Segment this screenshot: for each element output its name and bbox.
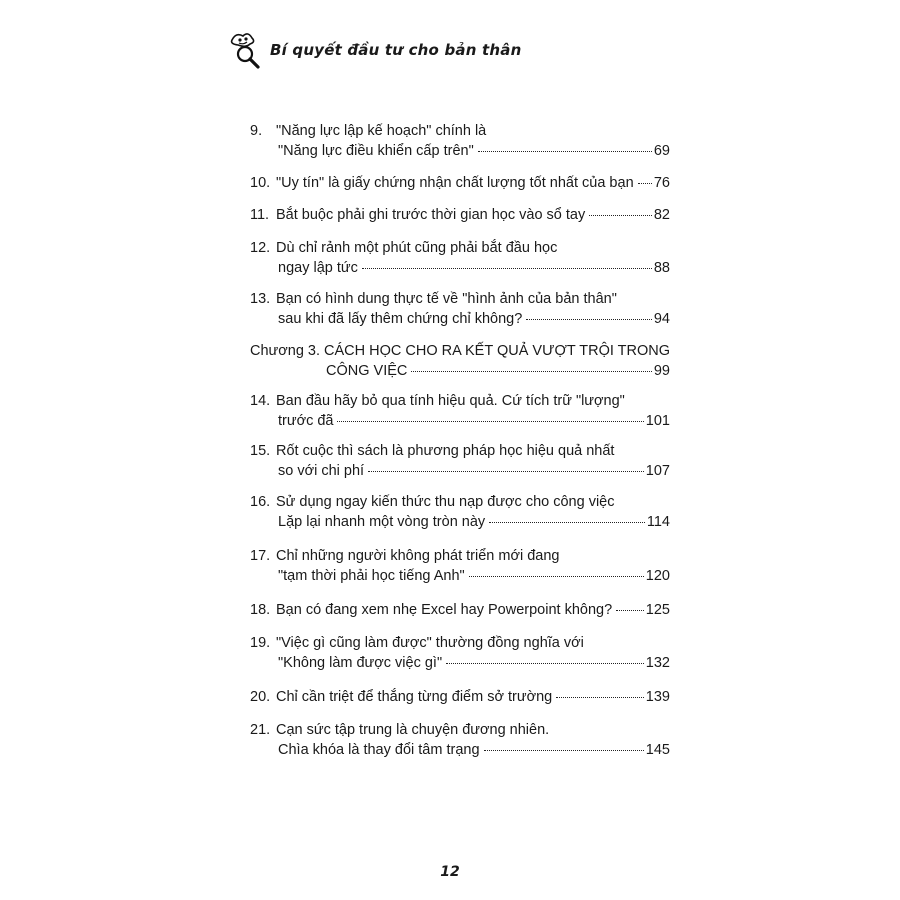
toc-page-number: 101 — [645, 413, 670, 429]
toc-page-number: 76 — [653, 175, 670, 191]
toc-line — [250, 461, 670, 481]
toc-line — [250, 238, 670, 258]
toc-entry — [250, 289, 670, 329]
toc-entry — [250, 600, 670, 620]
toc-entry — [250, 492, 670, 532]
dot-leader — [337, 421, 643, 422]
toc-line — [250, 141, 670, 161]
toc-entry-number: 21. — [250, 722, 271, 738]
toc-entry-title: "Năng lực lập kế hoạch" chính là — [276, 123, 487, 139]
toc-entry — [250, 205, 670, 225]
toc-entry-number: 11. — [250, 207, 270, 223]
dot-leader — [478, 151, 652, 152]
dot-leader — [411, 371, 651, 372]
toc-entry-title: Bạn có đang xem nhẹ Excel hay Powerpoint không? — [276, 602, 613, 618]
toc-line — [250, 492, 670, 512]
dot-leader — [638, 183, 652, 184]
toc-entry-number: 15. — [250, 443, 271, 459]
toc-entry-title: Lặp lại nhanh một vòng tròn này — [278, 514, 486, 530]
toc-page-number: 82 — [653, 207, 670, 223]
toc-line — [250, 740, 670, 760]
toc-line — [250, 566, 670, 586]
toc-entry — [250, 121, 670, 161]
toc-page-number: 99 — [653, 363, 670, 379]
toc-line — [250, 720, 670, 740]
book-title: Bí quyết đầu tư cho bản thân — [270, 41, 522, 59]
toc-entry-title: Rốt cuộc thì sách là phương pháp học hiệu quả nhất — [276, 443, 615, 459]
toc-line — [250, 653, 670, 673]
page-number: 12 — [440, 864, 460, 880]
toc-line — [250, 600, 670, 620]
toc-entry-number: 18. — [250, 602, 271, 618]
toc-entry-number: 19. — [250, 635, 271, 651]
dot-leader — [556, 697, 644, 698]
toc-line — [250, 205, 670, 225]
toc-page-number: 139 — [645, 689, 670, 705]
toc-entry-title: sau khi đã lấy thêm chứng chỉ không? — [278, 311, 523, 327]
toc-entry-title: so với chi phí — [278, 463, 365, 479]
toc-line — [250, 411, 670, 431]
toc-entry-number: 12. — [250, 240, 271, 256]
toc-page-number: 125 — [645, 602, 670, 618]
toc-entry-title: Sử dụng ngay kiến thức thu nạp được cho công việc — [276, 494, 615, 510]
toc-line — [250, 361, 670, 381]
toc-page-number: 69 — [653, 143, 670, 159]
toc-entry — [250, 687, 670, 707]
toc-page-number: 94 — [653, 311, 670, 327]
dot-leader — [616, 610, 644, 611]
dot-leader — [446, 663, 644, 664]
toc-line — [250, 687, 670, 707]
toc-line — [250, 121, 670, 141]
dot-leader — [469, 576, 644, 577]
toc-entry-title: "Năng lực điều khiển cấp trên" — [278, 143, 474, 159]
dot-leader — [489, 522, 645, 523]
toc-entry-title: Chìa khóa là thay đổi tâm trạng — [278, 742, 480, 758]
magnifier-mascot-icon — [228, 30, 262, 70]
toc-entry-number: 14. — [250, 393, 271, 409]
toc-page-number: 120 — [645, 568, 670, 584]
toc-entry-title: CÔNG VIỆC — [326, 363, 408, 379]
toc-entry-title: Bạn có hình dung thực tế về "hình ảnh của bản thân" — [276, 291, 617, 307]
toc-page-number: 132 — [645, 655, 670, 671]
toc-entry-number: 20. — [250, 689, 271, 705]
dot-leader — [362, 268, 652, 269]
toc-entry-number: 9. — [250, 123, 263, 139]
toc-line — [250, 258, 670, 278]
toc-entry-number: 13. — [250, 291, 271, 307]
dot-leader — [526, 319, 652, 320]
dot-leader — [589, 215, 652, 216]
toc-entry — [250, 720, 670, 760]
toc-line — [250, 546, 670, 566]
toc-line — [250, 341, 670, 361]
toc-page-number: 145 — [645, 742, 670, 758]
toc-line — [250, 309, 670, 329]
toc-line — [250, 173, 670, 193]
toc-entry-number: 10. — [250, 175, 271, 191]
toc-entry-title: ngay lập tức — [278, 260, 358, 276]
toc-entry-number: 16. — [250, 494, 271, 510]
toc-entry — [250, 633, 670, 673]
toc-line — [250, 289, 670, 309]
toc-entry-title: Chỉ cần triệt để thắng từng điểm sở trường — [276, 689, 553, 705]
toc-entry-title: trước đã — [278, 413, 334, 429]
toc-chapter-heading — [250, 341, 670, 381]
toc-page-number: 88 — [653, 260, 670, 276]
toc-page-number: 114 — [646, 514, 670, 530]
running-header — [228, 30, 522, 70]
toc-entry — [250, 441, 670, 481]
toc-entry-title: "Không làm được việc gì" — [278, 655, 443, 671]
toc-line — [250, 633, 670, 653]
toc-entry-title: "tạm thời phải học tiếng Anh" — [278, 568, 465, 584]
toc-entry-title: Dù chỉ rảnh một phút cũng phải bắt đầu học — [276, 240, 558, 256]
toc-entry-title: Cạn sức tập trung là chuyện đương nhiên. — [276, 722, 550, 738]
toc-entry — [250, 391, 670, 431]
toc-entry — [250, 238, 670, 278]
toc-entry-title: Ban đầu hãy bỏ qua tính hiệu quả. Cứ tích trữ "lượng" — [276, 393, 625, 409]
dot-leader — [484, 750, 644, 751]
toc-entry-title: Chương 3. CÁCH HỌC CHO RA KẾT QUẢ VƯỢT TRỘI TRONG — [250, 343, 671, 359]
toc-entry-title: Bắt buộc phải ghi trước thời gian học vào sổ tay — [276, 207, 586, 223]
toc-entry-number: 17. — [250, 548, 271, 564]
toc-entry-title: "Việc gì cũng làm được" thường đồng nghĩa với — [276, 635, 584, 651]
toc-line — [250, 441, 670, 461]
toc-entry — [250, 546, 670, 586]
toc-entry — [250, 173, 670, 193]
toc-line — [250, 391, 670, 411]
dot-leader — [368, 471, 644, 472]
toc-line — [250, 512, 670, 532]
toc-entry-title: "Uy tín" là giấy chứng nhận chất lượng tốt nhất của bạn — [276, 175, 634, 191]
toc-page-number: 107 — [645, 463, 670, 479]
toc-entry-title: Chỉ những người không phát triển mới đang — [276, 548, 560, 564]
